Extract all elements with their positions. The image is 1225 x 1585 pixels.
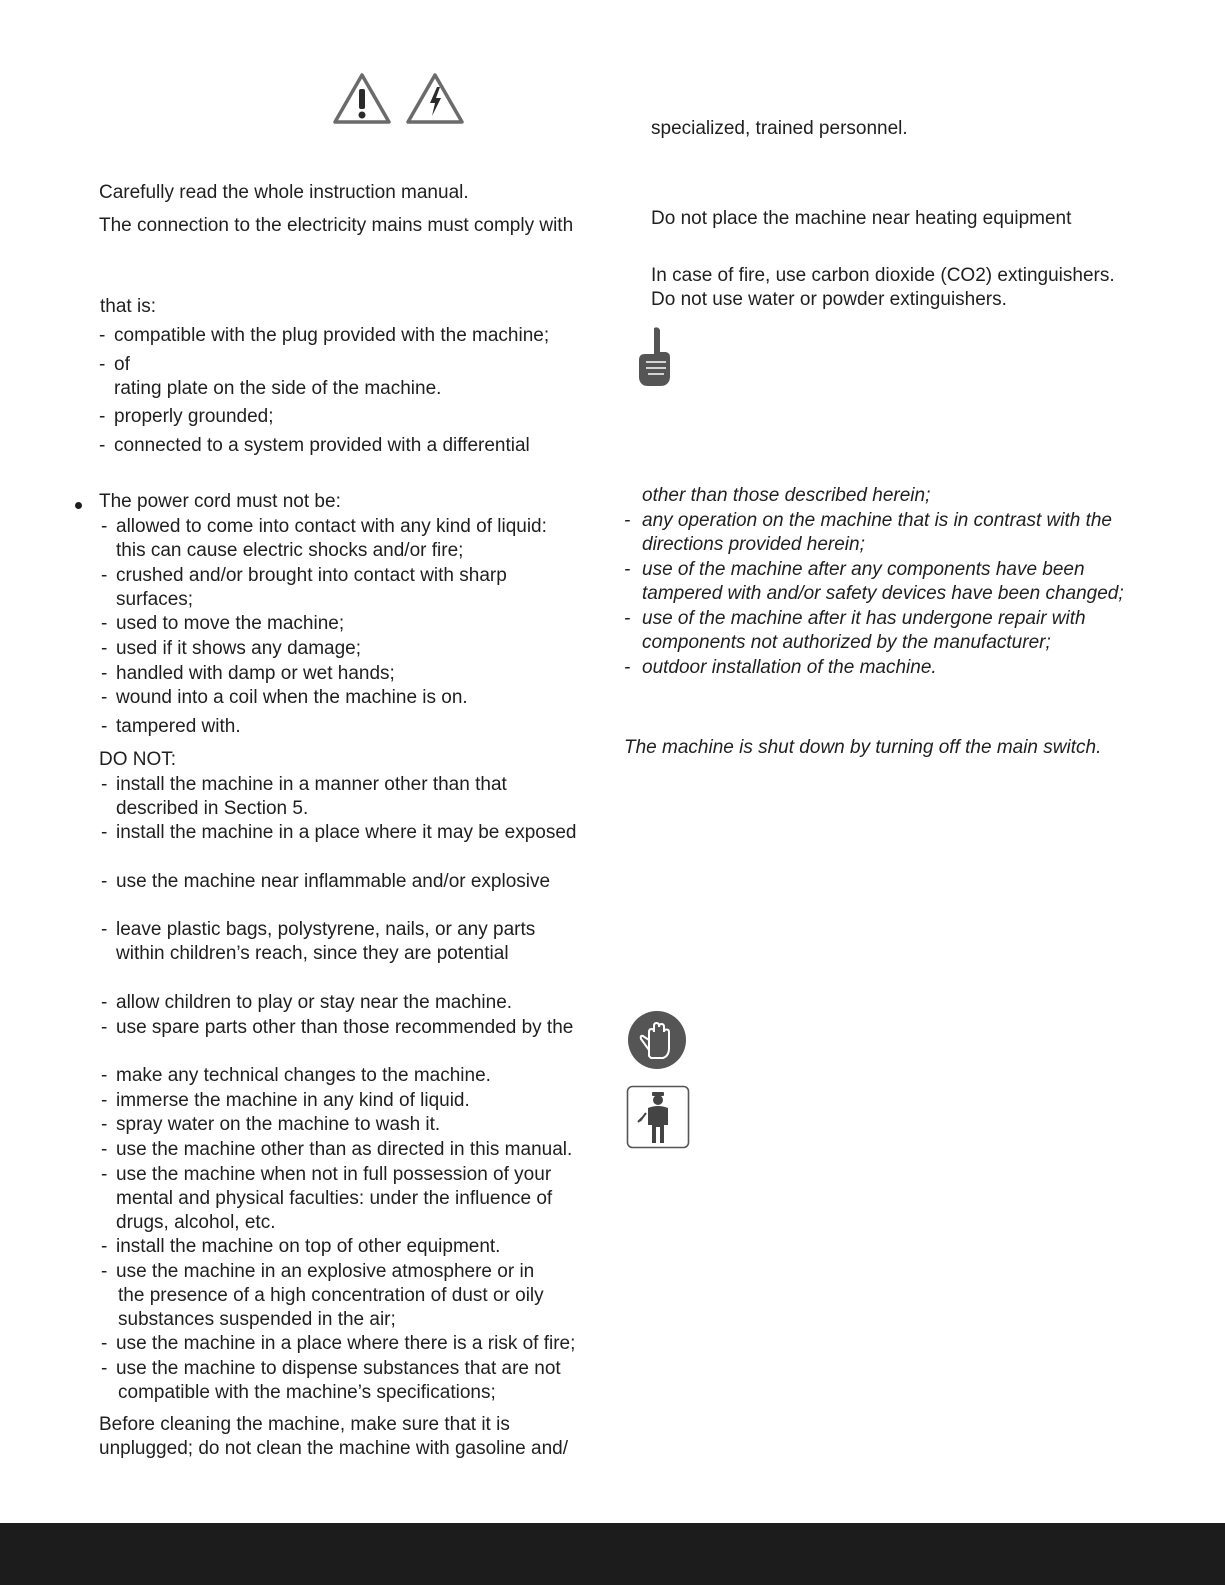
- donot-item: install the machine in a place where it may be exposed: [116, 822, 577, 843]
- donot-item: compatible with the machine’s specifications;: [118, 1382, 496, 1403]
- dash: -: [99, 406, 106, 427]
- donot-item: make any technical changes to the machine.: [116, 1065, 491, 1086]
- cleaning-note: Before cleaning the machine, make sure that it is: [99, 1414, 510, 1435]
- dash: -: [101, 638, 108, 659]
- pointing-hand-icon: [636, 326, 678, 388]
- misuse-item: use of the machine after any components have been: [642, 559, 1085, 580]
- intro-connection: The connection to the electricity mains must comply with: [99, 215, 574, 236]
- gloves-icon: [627, 1010, 687, 1070]
- misuse-item: other than those described herein;: [642, 485, 931, 506]
- donot-item: substances suspended in the air;: [118, 1309, 396, 1330]
- dash: -: [99, 325, 106, 346]
- donot-item: use spare parts other than those recommended by the: [116, 1017, 574, 1038]
- donot-item: use the machine when not in full possession of your: [116, 1164, 552, 1185]
- donot-item: drugs, alcohol, etc.: [116, 1212, 276, 1233]
- donot-item: install the machine on top of other equipment.: [116, 1236, 501, 1257]
- req-item: rating plate on the side of the machine.: [114, 378, 442, 399]
- dash: -: [101, 687, 108, 708]
- donot-item: use the machine in a place where there is a risk of fire;: [116, 1333, 576, 1354]
- dash: -: [101, 871, 108, 892]
- dash: -: [101, 919, 108, 940]
- misuse-item: any operation on the machine that is in contrast with the: [642, 510, 1112, 531]
- intro-read-manual: Carefully read the whole instruction manual.: [99, 182, 469, 203]
- dash: -: [101, 1114, 108, 1135]
- donot-item: mental and physical faculties: under the influence of: [116, 1188, 553, 1209]
- donot-item: immerse the machine in any kind of liquid.: [116, 1090, 470, 1111]
- req-item: properly grounded;: [114, 406, 274, 427]
- donot-item: use the machine other than as directed in this manual.: [116, 1139, 573, 1160]
- cord-item: used to move the machine;: [116, 613, 345, 634]
- donot-item: use the machine in an explosive atmosphere or in: [116, 1261, 535, 1282]
- donot-item: allow children to play or stay near the machine.: [116, 992, 513, 1013]
- req-item: connected to a system provided with a differential: [114, 435, 530, 456]
- misuse-item: directions provided herein;: [642, 534, 865, 555]
- donot-item: use the machine to dispense substances that are not: [116, 1358, 561, 1379]
- req-item: of: [114, 354, 130, 375]
- bullet: [75, 502, 82, 509]
- heating-note: Do not place the machine near heating equipment: [651, 208, 1072, 229]
- cord-item: this can cause electric shocks and/or fire;: [116, 540, 464, 561]
- misuse-item: tampered with and/or safety devices have been changed;: [642, 583, 1124, 604]
- cord-item: crushed and/or brought into contact with sharp: [116, 565, 507, 586]
- dash: -: [101, 613, 108, 634]
- cleaning-note: unplugged; do not clean the machine with gasoline and/: [99, 1438, 569, 1459]
- dash: -: [101, 1333, 108, 1354]
- donot-item: spray water on the machine to wash it.: [116, 1114, 441, 1135]
- dash: -: [101, 1358, 108, 1379]
- misuse-item: components not authorized by the manufacturer;: [642, 632, 1051, 653]
- dash: -: [101, 1090, 108, 1111]
- dash: -: [101, 992, 108, 1013]
- req-item: compatible with the plug provided with the machine;: [114, 325, 550, 346]
- dash: -: [624, 510, 631, 531]
- dash: -: [624, 559, 631, 580]
- misuse-item: use of the machine after it has undergone repair with: [642, 608, 1086, 629]
- dash: -: [101, 1065, 108, 1086]
- dash: -: [101, 663, 108, 684]
- donot-item: use the machine near inflammable and/or explosive: [116, 871, 551, 892]
- donot-item: the presence of a high concentration of dust or oily: [118, 1285, 544, 1306]
- electric-shock-icon: [404, 71, 466, 126]
- that-is-label: that is:: [100, 296, 156, 317]
- dash: -: [101, 1261, 108, 1282]
- dash: -: [101, 516, 108, 537]
- donot-title: DO NOT:: [99, 749, 177, 770]
- cord-item: used if it shows any damage;: [116, 638, 362, 659]
- cord-item: handled with damp or wet hands;: [116, 663, 395, 684]
- dash: -: [624, 608, 631, 629]
- donot-item: install the machine in a manner other than that: [116, 774, 507, 795]
- cord-item: surfaces;: [116, 589, 194, 610]
- fire-note: Do not use water or powder extinguishers.: [651, 289, 1007, 310]
- dash: -: [624, 657, 631, 678]
- dash: -: [101, 1236, 108, 1257]
- dash: -: [101, 1139, 108, 1160]
- dash: -: [99, 435, 106, 456]
- dash: -: [101, 1164, 108, 1185]
- dash: -: [101, 822, 108, 843]
- dash: -: [101, 565, 108, 586]
- donot-item: within children’s reach, since they are potential: [116, 943, 509, 964]
- personnel-note: specialized, trained personnel.: [651, 118, 908, 139]
- technician-icon: [626, 1085, 690, 1149]
- shutdown-note: The machine is shut down by turning off the main switch.: [624, 737, 1102, 758]
- dash: -: [101, 774, 108, 795]
- cord-item: allowed to come into contact with any kind of liquid:: [116, 516, 547, 537]
- fire-note: In case of fire, use carbon dioxide (CO2) extinguishers.: [651, 265, 1115, 286]
- misuse-item: outdoor installation of the machine.: [642, 657, 937, 678]
- cord-item: tampered with.: [116, 716, 241, 737]
- dash: -: [99, 354, 106, 375]
- dash: -: [101, 1017, 108, 1038]
- cord-title: The power cord must not be:: [99, 491, 341, 512]
- donot-item: leave plastic bags, polystyrene, nails, or any parts: [116, 919, 536, 940]
- page-footer-bar: [0, 1523, 1225, 1585]
- donot-item: described in Section 5.: [116, 798, 309, 819]
- cord-item: wound into a coil when the machine is on.: [116, 687, 468, 708]
- warning-exclamation-icon: [331, 71, 393, 126]
- dash: -: [101, 716, 108, 737]
